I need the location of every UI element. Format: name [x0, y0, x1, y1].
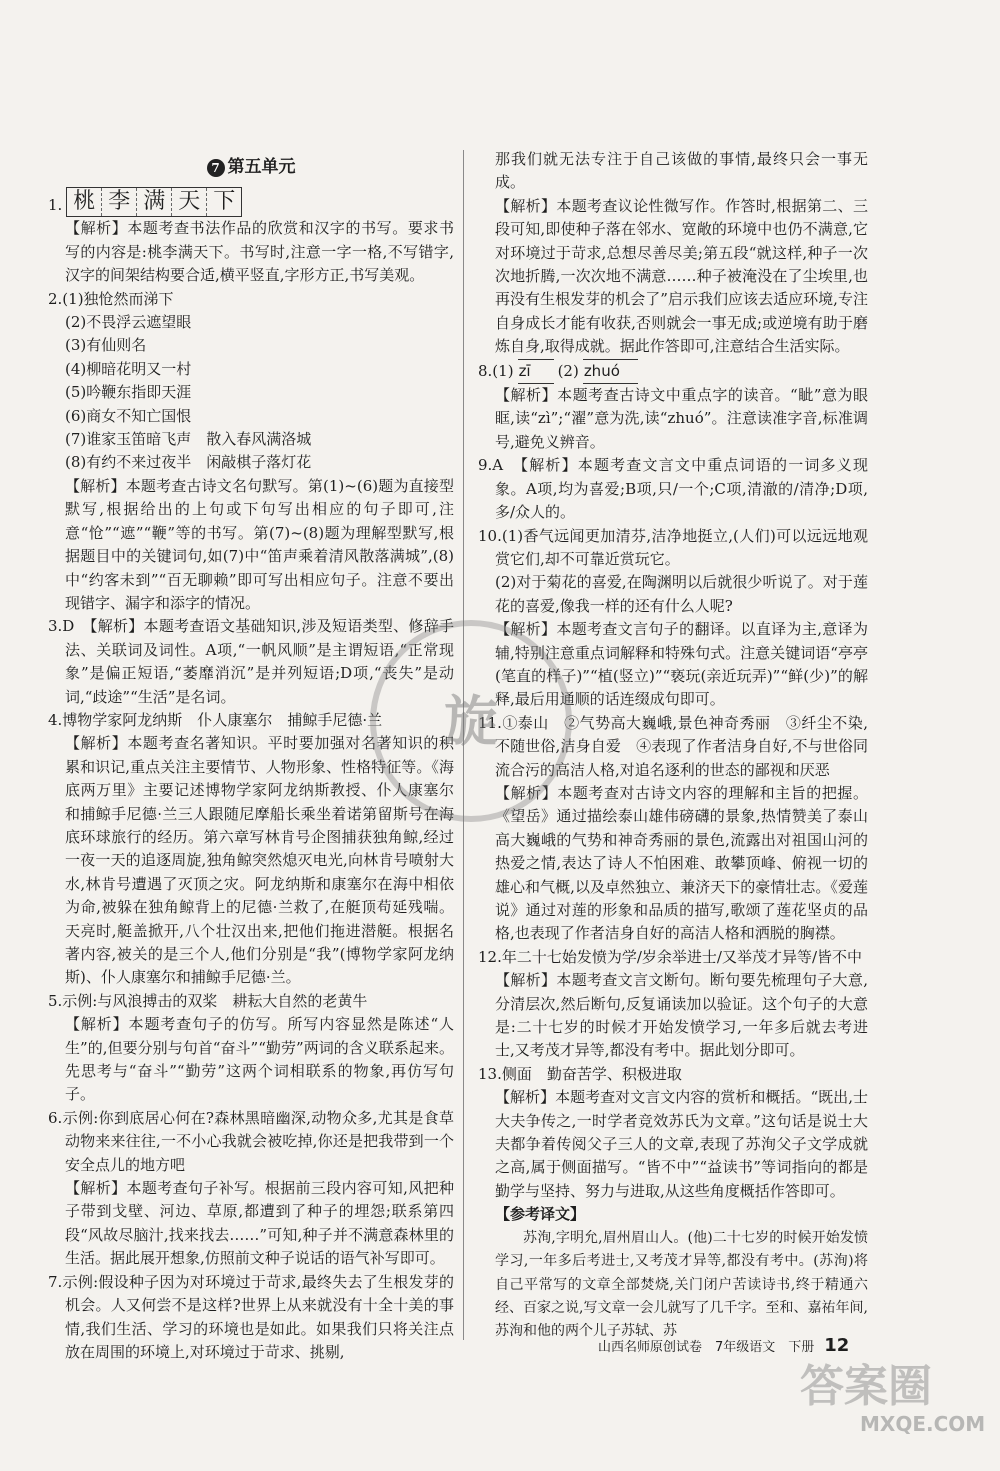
q2-answer-4: (4)柳暗花明又一村	[65, 359, 192, 378]
q7-analysis: 【解析】本题考查议论性微写作。作答时,根据第二、三段可知,即使种子落在邻水、宽敞的环境中也仍不满意,它对环境过于苛求,总想尽善尽美;第五段“就这样,种子一次次地折腾,一次次地不满意……种子被淹没在了尘埃里,也再没有生根发芽的机会了”启示我们应该去适应环境,专注自身成长才能有收获,否则就会一事无成;或逆境有助于磨炼自身,取得成就。据此作答即可,注意结合生活实际。	[495, 196, 868, 356]
calligraphy-char: 满	[137, 188, 172, 216]
q1-analysis: 【解析】本题考查书法作品的欣赏和汉字的书写。要求书写的内容是:桃李满天下。书写时,注意一字一格,不写错字,汉字的间架结构要合适,横平竖直,字形方正,书写美观。	[65, 219, 454, 285]
calligraphy-char: 下	[213, 189, 236, 215]
q6-analysis: 【解析】本题考查句子补写。根据前三段内容可知,风把种子带到戈壁、河边、草原,都遭到了种子的埋怨;联系第四段“风故尽脑汁,找来找去……”可知,种子并不满意森林里的生活。据此展开想象,仿照前文种子说话的语气补写即可。	[65, 1179, 454, 1268]
watermark-seal: 旋	[370, 620, 572, 822]
q5-analysis: 【解析】本题考查句子的仿写。所写内容显然是陈述“人生”的,但要分别与句首“奋斗”“勤劳”两词的含义联系起来。先思考与“奋斗”“勤劳”这两个词相联系的物象,再仿写句子。	[65, 1015, 454, 1104]
unit-title	[48, 156, 454, 179]
q7-answer: 7.示例:假设种子因为对环境过于苛求,最终失去了生根发芽的机会。人又何尝不是这样?世界上从来就没有十全十美的事情,我们生活、学习的环境也是如此。如果我们只将关注点放在周围的环境上,对环境过于苛求、挑剔,	[48, 1272, 454, 1361]
q2-answer-7: (7)谁家玉笛暗飞声 散入春风满洛城	[65, 430, 312, 449]
calligraphy-grid	[66, 187, 242, 217]
q13-answer: 13.侧面 勤奋苦学、积极进取	[478, 1064, 682, 1083]
q2-answer-6: (6)商女不知亡国恨	[65, 406, 192, 425]
q8-pinyin-1: zī	[518, 359, 554, 384]
q2-answer-2: (2)不畏浮云遮望眼	[65, 313, 192, 332]
q13-analysis: 【解析】本题考查对文言文内容的赏析和概括。“既出,士大夫争传之,一时学者竞效苏氏为文章。”这句话是说士大夫都争着传阅父子三人的文章,表现了苏洵父子文学成就之高,属于侧面描写。“皆不中”“益读书”等词指向的都是勤学与坚持、努力与进取,从这些角度概括作答即可。	[495, 1088, 868, 1200]
q1-calligraphy	[48, 187, 454, 217]
calligraphy-char: 李	[102, 188, 137, 216]
reference-translation-text: 苏洵,字明允,眉州眉山人。(他)二十七岁的时候开始发愤学习,一年多后考进士,又考茂才异等,都没有考中。(苏洵)将自己平常写的文章全部焚烧,关门闭户苦读诗书,终于精通六经、百家之说,写文章一会儿就写了几千字。至和、嘉祐年间,苏洵和他的两个儿子苏轼、苏	[495, 1229, 868, 1340]
q7-answer-cont: 那我们就无法专注于自己该做的事情,最终只会一事无成。	[495, 150, 868, 192]
calligraphy-char: 天	[172, 188, 207, 216]
q9-answer: 9.A 【解析】本题考查文言文中重点词语的一词多义现象。A项,均为喜爱;B项,只/一个;C项,清澈的/清净;D项,多/众人的。	[478, 456, 868, 522]
q4-analysis: 【解析】本题考查名著知识。平时要加强对名著知识的积累和识记,重点关注主要情节、人物形象、性格特征等。《海底两万里》主要记述博物学家阿龙纳斯教授、仆人康塞尔和捕鲸手尼德·兰三人跟随尼摩船长乘坐着诺第留斯号在海底环球旅行的经历。第六章写林肯号企图捕获独角鲸,经过一夜一天的追逐周旋,独角鲸突然熄灭电光,向林肯号喷射大水,林肯号遭遇了灭顶之灾。阿龙纳斯和康塞尔在海中相依为命,被躲在独角鲸背上的尼德·兰救了,在艇顶苟延残喘。天亮时,艇盖掀开,八个壮汉出来,把他们拖进潜艇。根据名著内容,被关的是三个人,他们分别是“我”(博物学家阿龙纳斯)、仆人康塞尔和捕鲸手尼德·兰。	[65, 734, 454, 987]
q2-answer-1: 2.(1)独怆然而涕下	[48, 289, 174, 308]
q2-answer-8: (8)有约不来过夜半 闲敲棋子落灯花	[65, 453, 312, 472]
q2-answer-5: (5)吟鞭东指即天涯	[65, 383, 192, 402]
q8-analysis: 【解析】本题考查古诗文中重点字的读音。“眦”意为眼眶,读“zì”;“濯”意为洗,读“zhuó”。注意读准字音,标准调号,避免义辨音。	[495, 386, 868, 451]
q2-analysis: 【解析】本题考查古诗文名句默写。第(1)~(6)题为直接型默写,根据给出的上句或下句写出相应的句子即可,注意“怆”“遮”“鞭”等的书写。第(7)~(8)题为理解型默写,根据题目中的关键词句,如(7)中“笛声乘着清风散落满城”,(8)中“约客未到”“百无聊赖”即可写出相应句子。注意不要出现错字、漏字和添字的情况。	[65, 476, 454, 612]
q10-answer-1: 10.(1)香气远闻更加清芬,洁净地挺立,(人们)可以远远地观赏它们,却不可靠近赏玩它。	[478, 526, 868, 568]
q12-analysis: 【解析】本题考查文言文断句。断句要先梳理句子大意,分清层次,然后断句,反复诵读加以验证。这个句子的大意是:二十七岁的时候才开始发愤学习,一年多后就去考进士,又考茂才异等,都没有考中。据此划分即可。	[495, 971, 868, 1060]
calligraphy-char: 桃	[67, 188, 102, 216]
q4-answer: 4.博物学家阿龙纳斯 仆人康塞尔 捕鲸手尼德·兰	[48, 710, 383, 729]
unit-number-badge: 7	[207, 159, 225, 177]
q8-number: 8.(1)	[478, 361, 514, 380]
reference-translation-title: 【参考译文】	[495, 1205, 586, 1224]
q8-pinyin-2: zhuó	[583, 359, 638, 384]
unit-title-text: 第五单元	[227, 157, 296, 177]
q6-answer: 6.示例:你到底居心何在?森林黑暗幽深,动物众多,尤其是食草动物来来往往,一不小心我就会被吃掉,你还是把我带到一个安全点儿的地方吧	[48, 1108, 454, 1174]
q11-answer: 11.①泰山 ②气势高大巍峨,景色神奇秀丽 ③纤尘不染,不随世俗,洁身自爱 ④表现了作者洁身自好,不与世俗同流合污的高洁人格,对追名逐利的世态的鄙视和厌恶	[478, 713, 868, 779]
footer-book-title: 山西名师原创试卷 7年级语文 下册	[598, 1340, 815, 1355]
q2-answer-3: (3)有仙则名	[65, 336, 147, 355]
q12-answer: 12.年二十七始发愤为学/岁余举进士/又举茂才异等/皆不中	[478, 947, 863, 966]
q10-analysis: 【解析】本题考查文言句子的翻译。以直译为主,意译为辅,特别注意重点词解释和特殊句式。注意关键词语“亭亭(笔直的样子)”“植(竖立)”“亵玩(亲近玩弄)”“鲜(少)”的解释,最后用通顺的话连缀成句即可。	[495, 620, 868, 709]
q8-sub-number: (2)	[557, 361, 579, 380]
site-logo: 答案圈	[800, 1361, 932, 1412]
q10-answer-2: (2)对于菊花的喜爱,在陶渊明以后就很少听说了。对于莲花的喜爱,像我一样的还有什么人呢?	[495, 573, 868, 615]
q3-answer: 3.D 【解析】本题考查语文基础知识,涉及短语类型、修辞手法、关联词及词性。A项,“一帆风顺”是主谓短语,“正常现象”是偏正短语,“萎靡消沉”是并列短语;D项,“丧失”是动词,“歧途”“生活”是名词。	[48, 617, 454, 706]
q11-analysis: 【解析】本题考查对古诗文内容的理解和主旨的把握。《望岳》通过描绘泰山雄伟磅礴的景象,热情赞美了泰山高大巍峨的气势和神奇秀丽的景色,流露出对祖国山河的热爱之情,表达了诗人不怕困难、敢攀顶峰、俯视一切的雄心和气概,以及卓然独立、兼济天下的豪情壮志。《爱莲说》通过对莲的形象和品质的描写,歌颂了莲花坚贞的品格,也表现了作者洁身自好的高洁人格和洒脱的胸襟。	[495, 783, 868, 943]
q5-answer: 5.示例:与风浪搏击的双桨 耕耘大自然的老黄牛	[48, 991, 368, 1010]
q1-number: 1.	[48, 196, 63, 214]
site-url: MXQE.COM	[860, 1412, 986, 1436]
page-number: 12	[824, 1335, 850, 1356]
q8-answer	[478, 359, 868, 384]
